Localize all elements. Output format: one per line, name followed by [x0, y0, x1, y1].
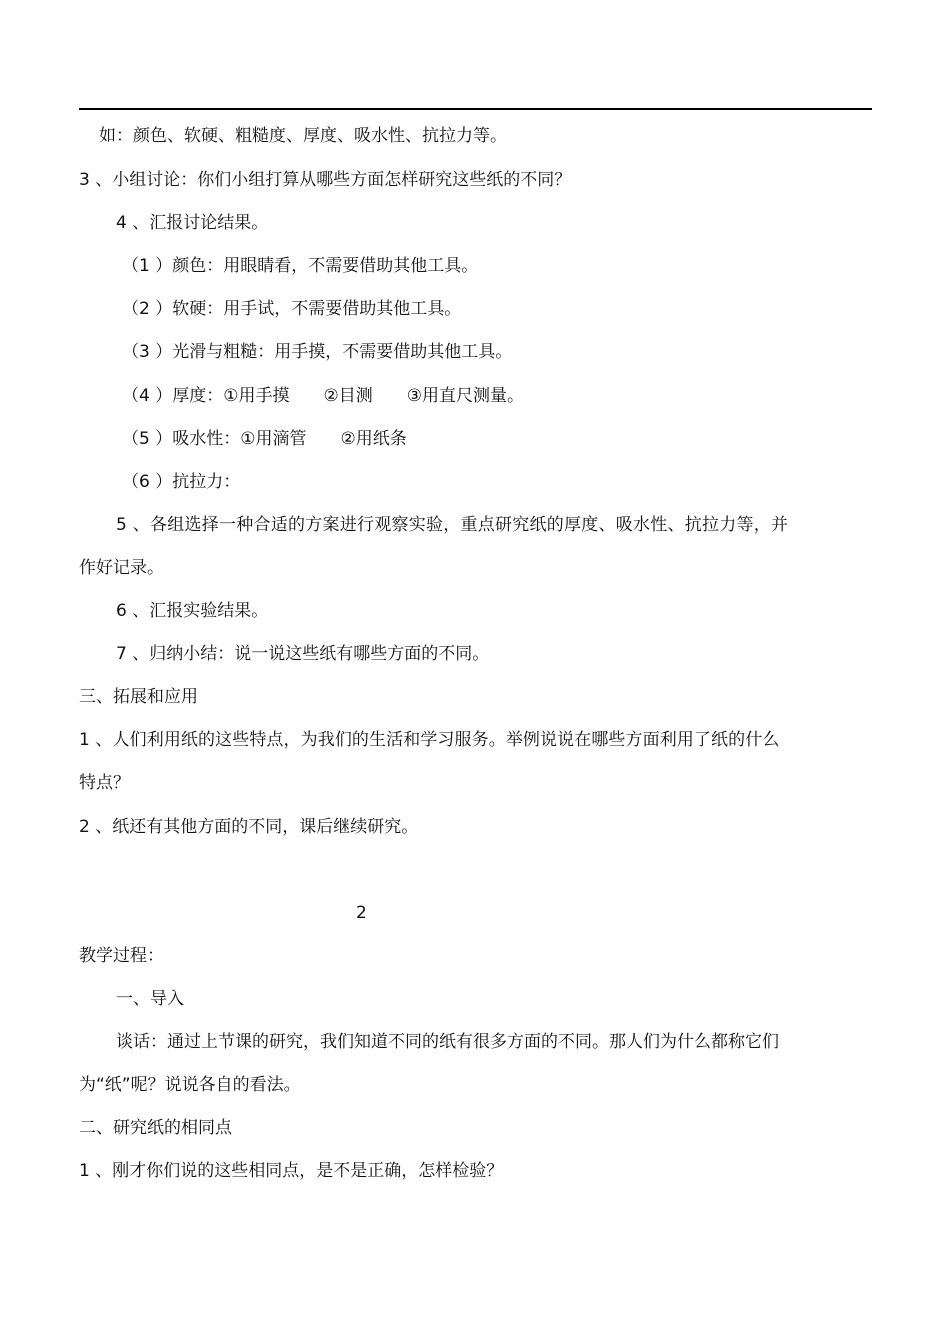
text-line: 7 、归纳小结：说一说这些纸有哪些方面的不同。	[116, 644, 490, 664]
text-line: 如：颜色、软硬、粗糙度、厚度、吸水性、抗拉力等。	[99, 126, 507, 146]
section-heading: 二、研究纸的相同点	[79, 1118, 232, 1138]
text-line: （4 ）厚度：①用手摸 ②目测 ③用直尺测量。	[122, 386, 524, 406]
text-line: （5 ）吸水性：①用滴管 ②用纸条	[122, 429, 407, 449]
text-line: 特点？	[79, 773, 130, 793]
text-line: （6 ）抗拉力：	[122, 472, 241, 492]
text-line: （1 ）颜色：用眼睛看，不需要借助其他工具。	[122, 256, 479, 276]
text-line: 1 、人们利用纸的这些特点，为我们的生活和学习服务。举例说说在哪些方面利用了纸的什么	[79, 730, 780, 750]
text-line: 6 、汇报实验结果。	[116, 601, 269, 621]
text-line: （2 ）软硬：用手试，不需要借助其他工具。	[122, 299, 462, 319]
section-number: 2	[356, 903, 367, 923]
text-line: 为“纸”呢？说说各自的看法。	[79, 1075, 301, 1095]
text-line: 作好记录。	[79, 558, 164, 578]
text-line: 5 、各组选择一种合适的方案进行观察实验，重点研究纸的厚度、吸水性、抗拉力等，并	[116, 515, 789, 535]
text-line: 2 、纸还有其他方面的不同，课后继续研究。	[79, 817, 419, 837]
text-line: （3 ）光滑与粗糙：用手摸，不需要借助其他工具。	[122, 342, 513, 362]
text-line: 1 、刚才你们说的这些相同点，是不是正确，怎样检验？	[79, 1161, 504, 1181]
text-line: 教学过程：	[79, 946, 164, 966]
text-line: 3 、小组讨论：你们小组打算从哪些方面怎样研究这些纸的不同？	[79, 170, 572, 190]
text-line: 4 、汇报讨论结果。	[116, 213, 269, 233]
header-rule	[79, 108, 872, 110]
section-heading: 三、拓展和应用	[79, 687, 198, 707]
section-heading: 一、导入	[116, 989, 184, 1009]
text-line: 谈话：通过上节课的研究，我们知道不同的纸有很多方面的不同。那人们为什么都称它们	[116, 1032, 779, 1052]
